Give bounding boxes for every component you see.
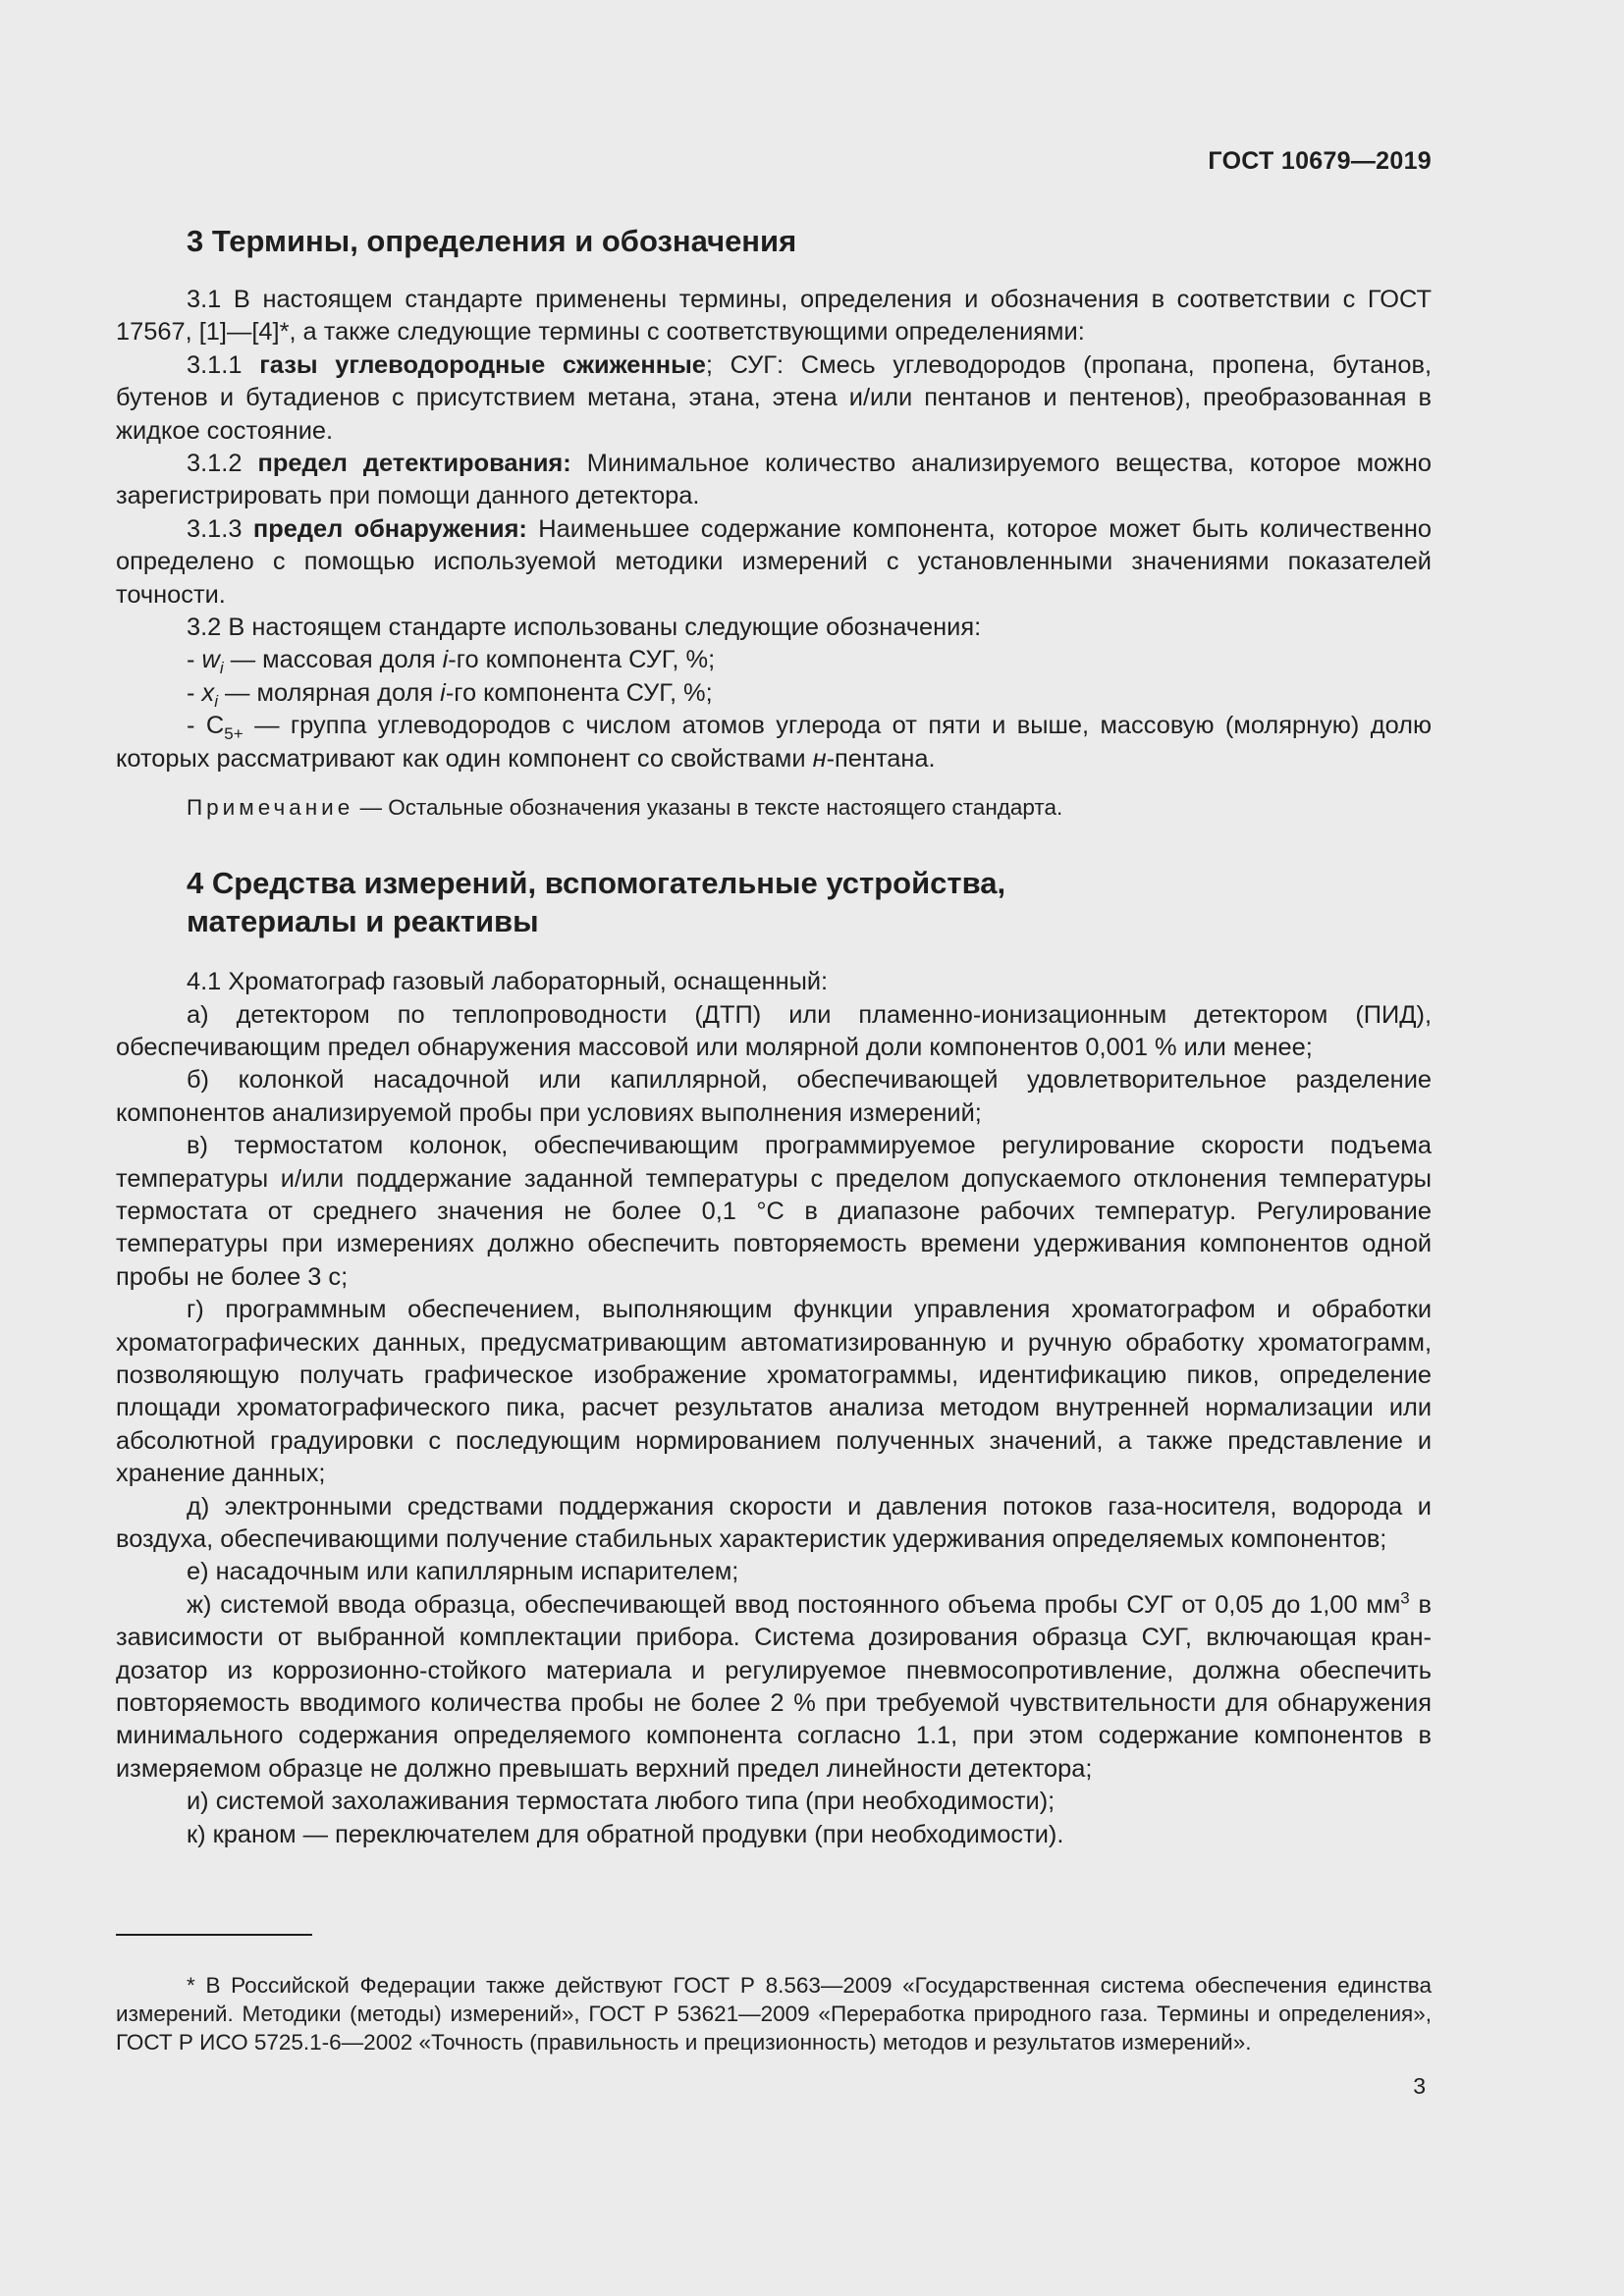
term-name: предел детектирования:: [257, 450, 571, 478]
list-item-b: б) колонкой насадочной или капиллярной, обеспечивающей удовлетворительное разделение компонентов анализируемой пробы при условиях выполнения измерений;: [116, 1066, 1432, 1127]
symbol-wi: - $w_i$ — массовая доля i-го компонента СУГ, %;: [187, 646, 716, 678]
term-definition: ; СУГ: Смесь углеводородов (пропана, пропена, бутанов, бутенов и бутадиенов с присутствием метана, этана, этена и/или пентанов и пентенов), преобразованная в жидкое состояние.: [116, 350, 1432, 445]
note-text: — Остальные обозначения указаны в тексте настоящего стандарта.: [353, 795, 1063, 821]
term-name: предел обнаружения:: [252, 514, 527, 543]
page-number: 3: [1413, 2073, 1426, 2099]
list-item-zh: ж) системой ввода образца, обеспечивающей ввод постоянного объема пробы СУГ от 0,05 до 1,00 $мм^3$ в зависимости от выбранной комплектации прибора. Система дозирования образца СУГ, включающая кран-дозатор из коррозионно-стойкого материала и регулируемое пневмосопротивление, должна обеспечить повторяемость вводимого количества пробы не более 2 % при требуемой чувствительности для обнаружения минимального содержания определяемого компонента согласно 1.1, при этом содержание компонентов в измеряемом образце не должно превышать верхний предел линейности детектора;: [116, 1588, 1433, 1783]
term-3-1-3: 3.1.3 предел обнаружения: Наименьшее содержание компонента, которое может быть количественно определено с помощью используемой методики измерений с установленными значениями показателей точности.: [116, 514, 1432, 609]
list-item-a: а) детектором по теплопроводности (ДТП) или пламенно-ионизационным детектором (ПИД), обеспечивающим предел обнаружения массовой или молярной доли компонентов 0,001 % или менее;: [116, 1000, 1432, 1061]
page-content: [116, 222, 1432, 1851]
term-3-1-2: 3.1.2 предел детектирования: Минимальное количество анализируемого вещества, которое можно зарегистрировать при помощи данного детектора.: [116, 450, 1432, 510]
paragraph-3-1: 3.1 В настоящем стандарте применены термины, определения и обозначения в соответствии с ГОСТ 17567, [1]—[4]*, а также следующие термины с соответствующими определениями:: [116, 286, 1432, 347]
footnote: * В Российской Федерации также действуют ГОСТ Р 8.563—2009 «Государственная система обеспечения единства измерений. Методики (методы) измерений», ГОСТ Р 53621—2009 «Переработка природного газа. Термины и определения», ГОСТ Р ИСО 5725.1-6—2002 «Точность (правильность и прецизионность) методов и результатов измерений».: [116, 1972, 1432, 2055]
document-page: [116, 0, 1432, 2296]
term-definition: Наименьшее содержание компонента, которое может быть количественно определено с помощью используемой методики измерений с установленными значениями показателей точности.: [116, 514, 1432, 609]
term-3-1-1: 3.1.1 газы углеводородные сжиженные; СУГ: Смесь углеводородов (пропана, пропена, бутанов, бутенов и бутадиенов с присутствием метана, этана, этена и/или пентанов и пентенов), преобразованная в жидкое состояние.: [116, 350, 1432, 445]
term-definition: Минимальное количество анализируемого вещества, которое можно зарегистрировать при помощи данного детектора.: [116, 450, 1432, 510]
list-item-v: в) термостатом колонок, обеспечивающим программируемое регулирование скорости подъема температуры и/или поддержание заданной температуры с пределом допускаемого отклонения температуры термостата от среднего значения не более 0,1 °С в диапазоне рабочих температур. Регулирование температуры при измерениях должно обеспечить повторяемость времени удерживания компонентов одной пробы не более 3 с;: [116, 1132, 1432, 1291]
list-item-i: и) системой захолаживания термостата любого типа (при необходимости);: [187, 1788, 1056, 1816]
list-item-d: д) электронными средствами поддержания скорости и давления потоков газа-носителя, водорода и воздуха, обеспечивающими получение стабильных характеристик удерживания определяемых компонентов;: [116, 1492, 1432, 1553]
list-item-g: г) программным обеспечением, выполняющим функции управления хроматографом и обработки хроматографических данных, предусматривающим автоматизированную и ручную обработку хроматограмм, позволяющую получать графическое изображение хроматограммы, идентификацию пиков, определение площади хроматографического пика, расчет результатов анализа методом внутренней нормализации или абсолютной градуировки с последующим нормированием полученных значений, а также представление и хранение данных;: [116, 1296, 1432, 1488]
paragraph-3-2: 3.2 В настоящем стандарте использованы следующие обозначения:: [187, 614, 982, 642]
list-item-k: к) краном — переключателем для обратной продувки (при необходимости).: [187, 1820, 1064, 1848]
list-item-e: е) насадочным или капиллярным испарителем;: [187, 1558, 739, 1586]
note: [187, 793, 1432, 823]
footnote-separator: [116, 1934, 312, 1936]
section-3-title: 3 Термины, определения и обозначения: [187, 224, 797, 258]
term-name: газы углеводородные сжиженные: [259, 350, 706, 379]
document-id: ГОСТ 10679—2019: [1208, 147, 1432, 175]
paragraph-4-1: 4.1 Хроматограф газовый лабораторный, оснащенный:: [187, 968, 829, 996]
symbol-xi: - $x_i$ — молярная доля i-го компонента СУГ, %;: [187, 678, 713, 711]
note-label: Примечание: [187, 795, 354, 821]
section-4-title: 4 Средства измерений, вспомогательные устройства, материалы и реактивы: [187, 866, 1006, 939]
symbol-c5plus: - $C_{5+}$ — группа углеводородов с числом атомов углерода от пяти и выше, массовую (молярную) долю которых рассматривают как один компонент со свойствами н-пентана.: [116, 712, 1432, 773]
